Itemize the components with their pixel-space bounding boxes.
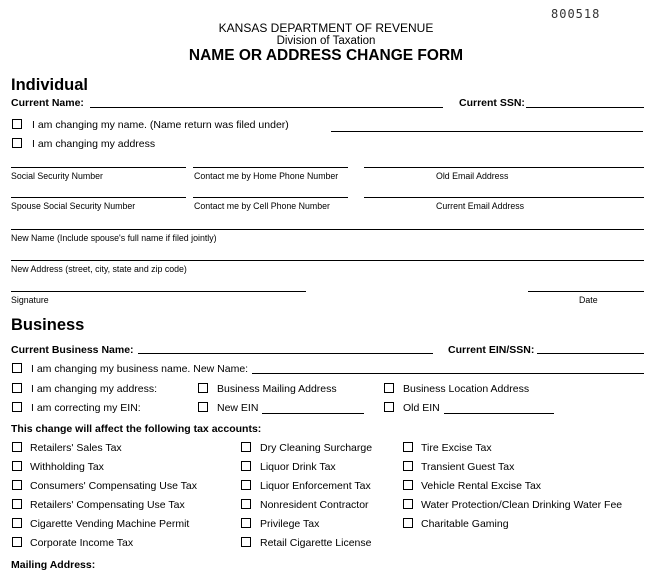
changing-name-checkbox[interactable] xyxy=(12,119,22,129)
tax-label: Consumers' Compensating Use Tax xyxy=(30,480,197,492)
tax-label: Tire Excise Tax xyxy=(421,442,492,454)
old-ein-checkbox[interactable] xyxy=(384,402,394,412)
tax-checkbox-privilege[interactable] xyxy=(241,518,251,528)
changing-business-name-checkbox[interactable] xyxy=(12,363,22,373)
old-email-field[interactable] xyxy=(364,167,644,168)
new-business-name-field[interactable] xyxy=(252,373,644,374)
tax-checkbox-transient-guest[interactable] xyxy=(403,461,413,471)
business-heading: Business xyxy=(11,316,85,334)
tax-label: Cigarette Vending Machine Permit xyxy=(30,518,190,530)
current-ein-label: Current EIN/SSN: xyxy=(448,344,535,356)
tax-checkbox-liquor-enforcement[interactable] xyxy=(241,480,251,490)
department-name: KANSAS DEPARTMENT OF REVENUE xyxy=(218,21,434,35)
changing-address-label: I am changing my address xyxy=(32,138,156,150)
current-ssn-field[interactable] xyxy=(526,107,644,108)
date-field[interactable] xyxy=(528,291,644,292)
mailing-address-footer-label: Mailing Address: xyxy=(11,559,96,571)
tax-accounts-heading: This change will affect the following tax accounts: xyxy=(11,423,262,435)
spouse-ssn-label: Spouse Social Security Number xyxy=(11,201,136,211)
new-name-label: New Name (Include spouse's full name if filed jointly) xyxy=(11,233,217,243)
signature-label: Signature xyxy=(11,295,49,305)
current-business-name-label: Current Business Name: xyxy=(11,344,134,356)
current-business-name-field[interactable] xyxy=(138,353,433,354)
tax-checkbox-retail-cigarette[interactable] xyxy=(241,537,251,547)
old-name-field[interactable] xyxy=(331,131,643,132)
tax-checkbox-retailers-use[interactable] xyxy=(12,499,22,509)
tax-label: Privilege Tax xyxy=(260,518,320,530)
tax-checkbox-water-protection[interactable] xyxy=(403,499,413,509)
changing-name-label: I am changing my name. (Name return was filed under) xyxy=(32,119,289,131)
current-name-field[interactable] xyxy=(90,107,443,108)
tax-label: Dry Cleaning Surcharge xyxy=(260,442,373,454)
new-address-label: New Address (street, city, state and zip code) xyxy=(11,264,187,274)
tax-checkbox-tire-excise[interactable] xyxy=(403,442,413,452)
correcting-ein-checkbox[interactable] xyxy=(12,402,22,412)
new-address-field[interactable] xyxy=(11,260,644,261)
location-address-checkbox[interactable] xyxy=(384,383,394,393)
form-title: NAME OR ADDRESS CHANGE FORM xyxy=(188,47,464,64)
tax-checkbox-retailers-sales[interactable] xyxy=(12,442,22,452)
new-ein-checkbox[interactable] xyxy=(198,402,208,412)
current-email-label: Current Email Address xyxy=(436,201,525,211)
cell-phone-field[interactable] xyxy=(193,197,348,198)
tax-checkbox-liquor-drink[interactable] xyxy=(241,461,251,471)
new-ein-field[interactable] xyxy=(262,413,364,414)
individual-heading: Individual xyxy=(11,76,89,94)
tax-checkbox-nonresident-contractor[interactable] xyxy=(241,499,251,509)
current-ssn-label: Current SSN: xyxy=(459,97,525,109)
tax-checkbox-cigarette-vending[interactable] xyxy=(12,518,22,528)
old-ein-field[interactable] xyxy=(444,413,554,414)
correcting-ein-label: I am correcting my EIN: xyxy=(31,402,141,414)
changing-business-name-label: I am changing my business name. New Name: xyxy=(31,363,249,375)
spouse-ssn-field[interactable] xyxy=(11,197,186,198)
tax-label: Retail Cigarette License xyxy=(260,537,372,549)
cell-phone-label: Contact me by Cell Phone Number xyxy=(194,201,330,211)
division-name: Division of Taxation xyxy=(276,35,376,47)
tax-label: Retailers' Compensating Use Tax xyxy=(30,499,185,511)
tax-checkbox-charitable-gaming[interactable] xyxy=(403,518,413,528)
tax-label: Water Protection/Clean Drinking Water Fee xyxy=(421,499,623,511)
tax-label: Withholding Tax xyxy=(30,461,104,473)
tax-label: Vehicle Rental Excise Tax xyxy=(421,480,542,492)
tax-label: Transient Guest Tax xyxy=(421,461,515,473)
old-email-label: Old Email Address xyxy=(436,171,509,181)
mailing-address-label: Business Mailing Address xyxy=(217,383,337,395)
tax-label: Liquor Enforcement Tax xyxy=(260,480,371,492)
tax-label: Liquor Drink Tax xyxy=(260,461,336,473)
tax-label: Nonresident Contractor xyxy=(260,499,369,511)
changing-address-checkbox[interactable] xyxy=(12,138,22,148)
date-label: Date xyxy=(579,295,598,305)
new-ein-label: New EIN xyxy=(217,402,259,414)
tax-checkbox-vehicle-rental[interactable] xyxy=(403,480,413,490)
changing-business-address-checkbox[interactable] xyxy=(12,383,22,393)
current-ein-field[interactable] xyxy=(537,353,644,354)
tax-label: Retailers' Sales Tax xyxy=(30,442,122,454)
ssn-label: Social Security Number xyxy=(11,171,103,181)
new-name-field[interactable] xyxy=(11,229,644,230)
signature-field[interactable] xyxy=(11,291,306,292)
tax-checkbox-dry-cleaning[interactable] xyxy=(241,442,251,452)
ssn-field[interactable] xyxy=(11,167,186,168)
form-number: 800518 xyxy=(551,7,601,21)
tax-checkbox-withholding[interactable] xyxy=(12,461,22,471)
home-phone-field[interactable] xyxy=(193,167,348,168)
tax-label: Corporate Income Tax xyxy=(30,537,134,549)
tax-checkbox-consumers-use[interactable] xyxy=(12,480,22,490)
home-phone-label: Contact me by Home Phone Number xyxy=(194,171,339,181)
location-address-label: Business Location Address xyxy=(403,383,530,395)
current-email-field[interactable] xyxy=(364,197,644,198)
tax-label: Charitable Gaming xyxy=(421,518,509,530)
old-ein-label: Old EIN xyxy=(403,402,440,414)
tax-checkbox-corporate-income[interactable] xyxy=(12,537,22,547)
changing-business-address-label: I am changing my address: xyxy=(31,383,158,395)
current-name-label: Current Name: xyxy=(11,97,84,109)
mailing-address-checkbox[interactable] xyxy=(198,383,208,393)
